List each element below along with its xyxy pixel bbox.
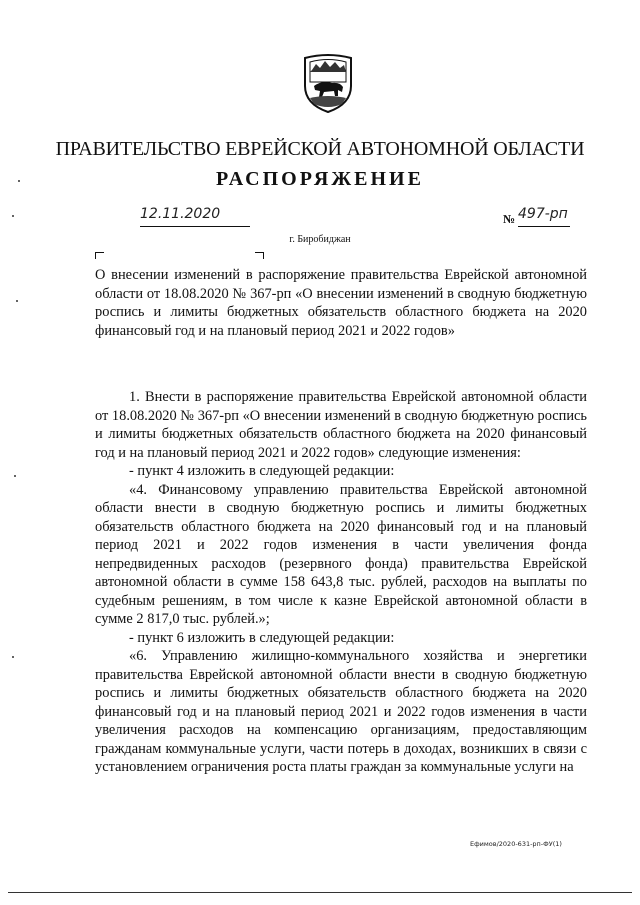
document-number: 497-рп	[518, 206, 570, 227]
document-type-heading: РАСПОРЯЖЕНИЕ	[216, 168, 424, 190]
scan-speck	[14, 475, 16, 477]
paragraph: 1. Внести в распоряжение правительства Еврейской автономной области от 18.08.2020 № 367-рп «О внесении изменений в сводную бюджетную роспись и лимиты бюджетных обязательств областного бюджета на 2020 финансовый год и на плановый период 2021 и 2022 годов» следующие изменения:	[95, 389, 587, 461]
paragraph: «6. Управлению жилищно-коммунального хозяйства и энергетики правительства Еврейской автономной области внести в сводную бюджетную роспись и лимиты бюджетных обязательств областного бюджета на 2020 финансовый год и на плановый период 2021 и 2022 годов изменения в части увеличения расходов на компенсацию организациям, предоставляющим гражданам коммунальные услуги, части потерь в доходах, возникших в связи с установлением ограничения роста платы граждан за коммунальные услуги на	[95, 648, 587, 775]
coat-of-arms-icon	[302, 52, 354, 114]
number-label: №	[503, 212, 516, 226]
government-title: ПРАВИТЕЛЬСТВО ЕВРЕЙСКОЙ АВТОНОМНОЙ ОБЛАСТИ	[55, 138, 585, 160]
document-date: 12.11.2020	[140, 206, 250, 227]
paragraph: - пункт 6 изложить в следующей редакции:	[129, 629, 395, 646]
bottom-divider	[8, 892, 632, 893]
subject-corner-right	[255, 252, 264, 259]
city-label: г. Биробиджан	[289, 234, 351, 245]
document-subject: О внесении изменений в распоряжение правительства Еврейской автономной области от 18.08.2020 № 367-рп «О внесении изменений в сводную бюджетную роспись и лимиты бюджетных обязательств областного бюджета на 2020 финансовый год и на плановый период 2021 и 2022 годов»	[95, 267, 587, 339]
footer-reference: Ефимов/2020-631-рп-ФУ(1)	[470, 840, 562, 848]
document-body	[95, 388, 587, 777]
scan-speck	[12, 656, 14, 658]
paragraph: «4. Финансовому управлению правительства Еврейской автономной области внести в сводную бюджетную роспись и лимиты бюджетных обязательств областного бюджета на 2020 финансовый год и на плановый период 2021 и 2022 годов изменения в части увеличения фонда непредвиденных расходов (резервного фонда) правительства Еврейской автономной области в сумме 158 643,8 тыс. рублей, расходов на выплаты по судебным решениям, в том числе к казне Еврейской автономной области в сумме 2 817,0 тыс. рублей.»;	[95, 481, 587, 627]
subject-corner-left	[95, 252, 104, 259]
paragraph: - пункт 4 изложить в следующей редакции:	[129, 463, 395, 479]
scan-speck	[16, 300, 18, 302]
scan-speck	[12, 215, 14, 217]
scan-speck	[18, 180, 20, 182]
